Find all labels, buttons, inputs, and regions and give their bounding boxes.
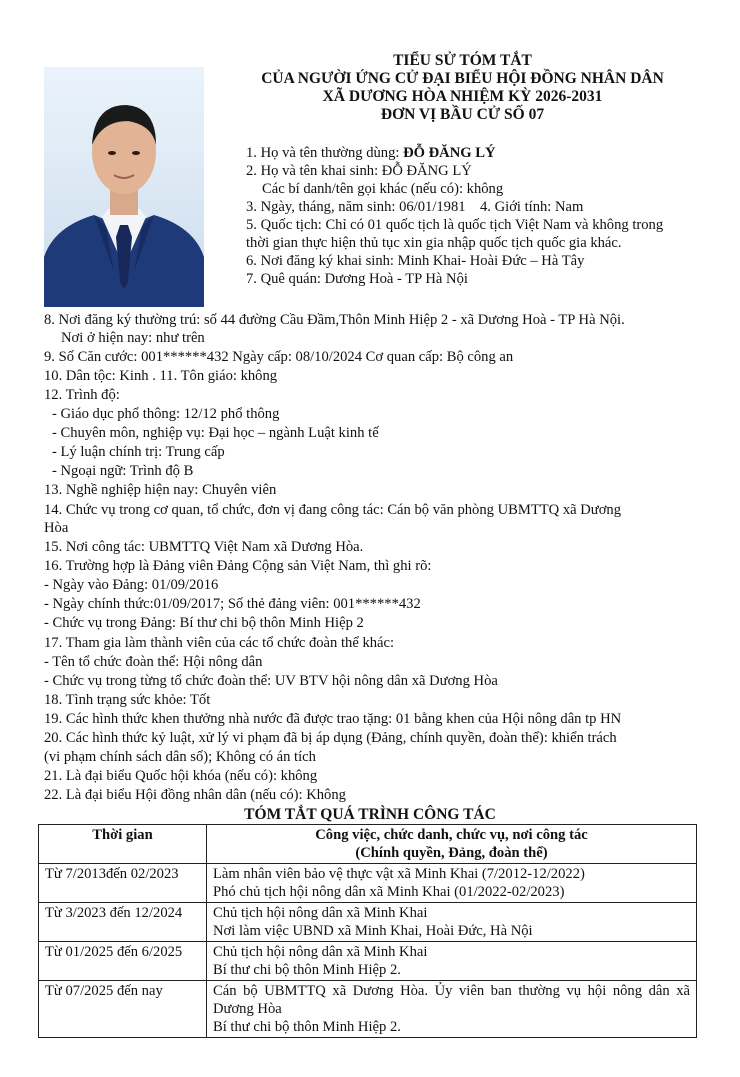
work-history-title: TÓM TẮT QUÁ TRÌNH CÔNG TÁC xyxy=(244,806,496,823)
field-birth-place: 6. Nơi đăng ký khai sinh: Minh Khai- Hoài Đức – Hà Tây xyxy=(246,253,585,269)
field-position: 14. Chức vụ trong cơ quan, tổ chức, đơn vị đang công tác: Cán bộ văn phòng UBMTTQ xã Dương xyxy=(44,502,622,518)
cell-work: Làm nhân viên bảo vệ thực vật xã Minh Khai (7/2012-12/2022) Phó chủ tịch hội nông dân xã Minh Khai (01/2022-02/2023) xyxy=(207,864,697,903)
portrait-photo xyxy=(44,67,204,307)
field-peoples-council: 22. Là đại biểu Hội đồng nhân dân (nếu có): Không xyxy=(44,787,346,803)
table-header-row xyxy=(39,825,697,864)
header-subtitle: CỦA NGƯỜI ỨNG CỬ ĐẠI BIỂU HỘI ĐỒNG NHÂN DÂN xyxy=(261,70,664,87)
cell-time: Từ 7/2013đến 02/2023 xyxy=(39,864,207,903)
table-row xyxy=(39,981,697,1038)
field-organization-position: - Chức vụ trong từng tổ chức đoàn thể: UV BTV hội nông dân xã Dương Hòa xyxy=(44,673,498,689)
field-organization-name: - Tên tổ chức đoàn thể: Hội nông dân xyxy=(44,654,263,670)
field-political-theory: - Lý luận chính trị: Trung cấp xyxy=(52,444,225,460)
field-national-assembly: 21. Là đại biểu Quốc hội khóa (nếu có): không xyxy=(44,768,318,784)
column-header-time: Thời gian xyxy=(39,825,207,864)
field-position-cont: Hòa xyxy=(44,520,69,536)
field-profession: - Chuyên môn, nghiệp vụ: Đại học – ngành Luật kinh tế xyxy=(52,425,379,441)
field-birth-name: 2. Họ và tên khai sinh: ĐỖ ĐĂNG LÝ xyxy=(246,163,472,179)
header-commune: XÃ DƯƠNG HÒA NHIỆM KỲ 2026-2031 xyxy=(322,88,603,105)
field-organizations: 17. Tham gia làm thành viên của các tổ chức đoàn thể khác: xyxy=(44,635,395,651)
cell-time: Từ 3/2023 đến 12/2024 xyxy=(39,903,207,942)
field-common-name: 1. Họ và tên thường dùng: ĐỖ ĐĂNG LÝ xyxy=(246,145,496,161)
field-nationality: 5. Quốc tịch: Chỉ có 01 quốc tịch là quốc tịch Việt Nam và không trong xyxy=(246,217,664,233)
field-awards: 19. Các hình thức khen thưởng nhà nước đã được trao tặng: 01 bằng khen của Hội nông dân tp HN xyxy=(44,711,622,727)
column-header-work: Công việc, chức danh, chức vụ, nơi công tác (Chính quyền, Đảng, đoàn thể) xyxy=(207,825,697,864)
field-party-position: - Chức vụ trong Đảng: Bí thư chi bộ thôn Minh Hiệp 2 xyxy=(44,615,364,631)
field-aliases: Các bí danh/tên gọi khác (nếu có): không xyxy=(262,181,504,197)
field-nationality-cont: thời gian thực hiện thủ tục xin gia nhập quốc tịch quốc gia khác. xyxy=(246,235,622,251)
field-occupation: 13. Nghề nghiệp hiện nay: Chuyên viên xyxy=(44,482,277,498)
work-history-table xyxy=(38,824,697,1038)
candidate-name: ĐỖ ĐĂNG LÝ xyxy=(403,145,496,161)
cell-work: Chủ tịch hội nông dân xã Minh Khai Nơi làm việc UBND xã Minh Khai, Hoài Đức, Hà Nội xyxy=(207,903,697,942)
field-hometown: 7. Quê quán: Dương Hoà - TP Hà Nội xyxy=(246,271,468,287)
field-party-official-date: - Ngày chính thức:01/09/2017; Số thẻ đảng viên: 001******432 xyxy=(44,596,421,612)
field-birth-date: 3. Ngày, tháng, năm sinh: 06/01/1981 xyxy=(246,199,466,215)
field-foreign-language: - Ngoại ngữ: Trình độ B xyxy=(52,463,194,479)
field-id-card: 9. Số Căn cước: 001******432 Ngày cấp: 08/10/2024 Cơ quan cấp: Bộ công an xyxy=(44,349,514,365)
field-workplace: 15. Nơi công tác: UBMTTQ Việt Nam xã Dương Hòa. xyxy=(44,539,364,555)
table-row xyxy=(39,903,697,942)
field-party-member: 16. Trường hợp là Đảng viên Đảng Cộng sản Việt Nam, thì ghi rõ: xyxy=(44,558,432,574)
field-discipline-cont: (vi phạm chính sách dân số); Không có án tích xyxy=(44,749,316,765)
header-unit: ĐƠN VỊ BẦU CỬ SỐ 07 xyxy=(380,106,545,123)
cell-time: Từ 07/2025 đến nay xyxy=(39,981,207,1038)
header-title: TIỂU SỬ TÓM TẮT xyxy=(393,52,532,69)
field-ethnicity-religion: 10. Dân tộc: Kinh . 11. Tôn giáo: không xyxy=(44,368,278,384)
field-discipline: 20. Các hình thức kỷ luật, xử lý vi phạm đã bị áp dụng (Đảng, chính quyền, đoàn thể): khiển trách xyxy=(44,730,617,746)
field-gender: 4. Giới tính: Nam xyxy=(480,199,584,215)
field-party-join-date: - Ngày vào Đảng: 01/09/2016 xyxy=(44,577,219,593)
field-health: 18. Tình trạng sức khỏe: Tốt xyxy=(44,692,211,708)
field-general-education: - Giáo dục phổ thông: 12/12 phổ thông xyxy=(52,406,280,422)
table-row xyxy=(39,864,697,903)
field-education: 12. Trình độ: xyxy=(44,387,120,403)
field-residence: 8. Nơi đăng ký thường trú: số 44 đường Cầu Đầm,Thôn Minh Hiệp 2 - xã Dương Hoà - TP Hà Nội. xyxy=(44,312,625,328)
cell-work: Chủ tịch hội nông dân xã Minh Khai Bí thư chi bộ thôn Minh Hiệp 2. xyxy=(207,942,697,981)
cell-work: Cán bộ UBMTTQ xã Dương Hòa. Ủy viên ban thường vụ hội nông dân xã Dương Hòa Bí thư chi bộ thôn Minh Hiệp 2. xyxy=(207,981,697,1038)
cell-time: Từ 01/2025 đến 6/2025 xyxy=(39,942,207,981)
table-row xyxy=(39,942,697,981)
field-current-address: Nơi ở hiện nay: như trên xyxy=(61,330,205,346)
document-header xyxy=(240,52,685,124)
